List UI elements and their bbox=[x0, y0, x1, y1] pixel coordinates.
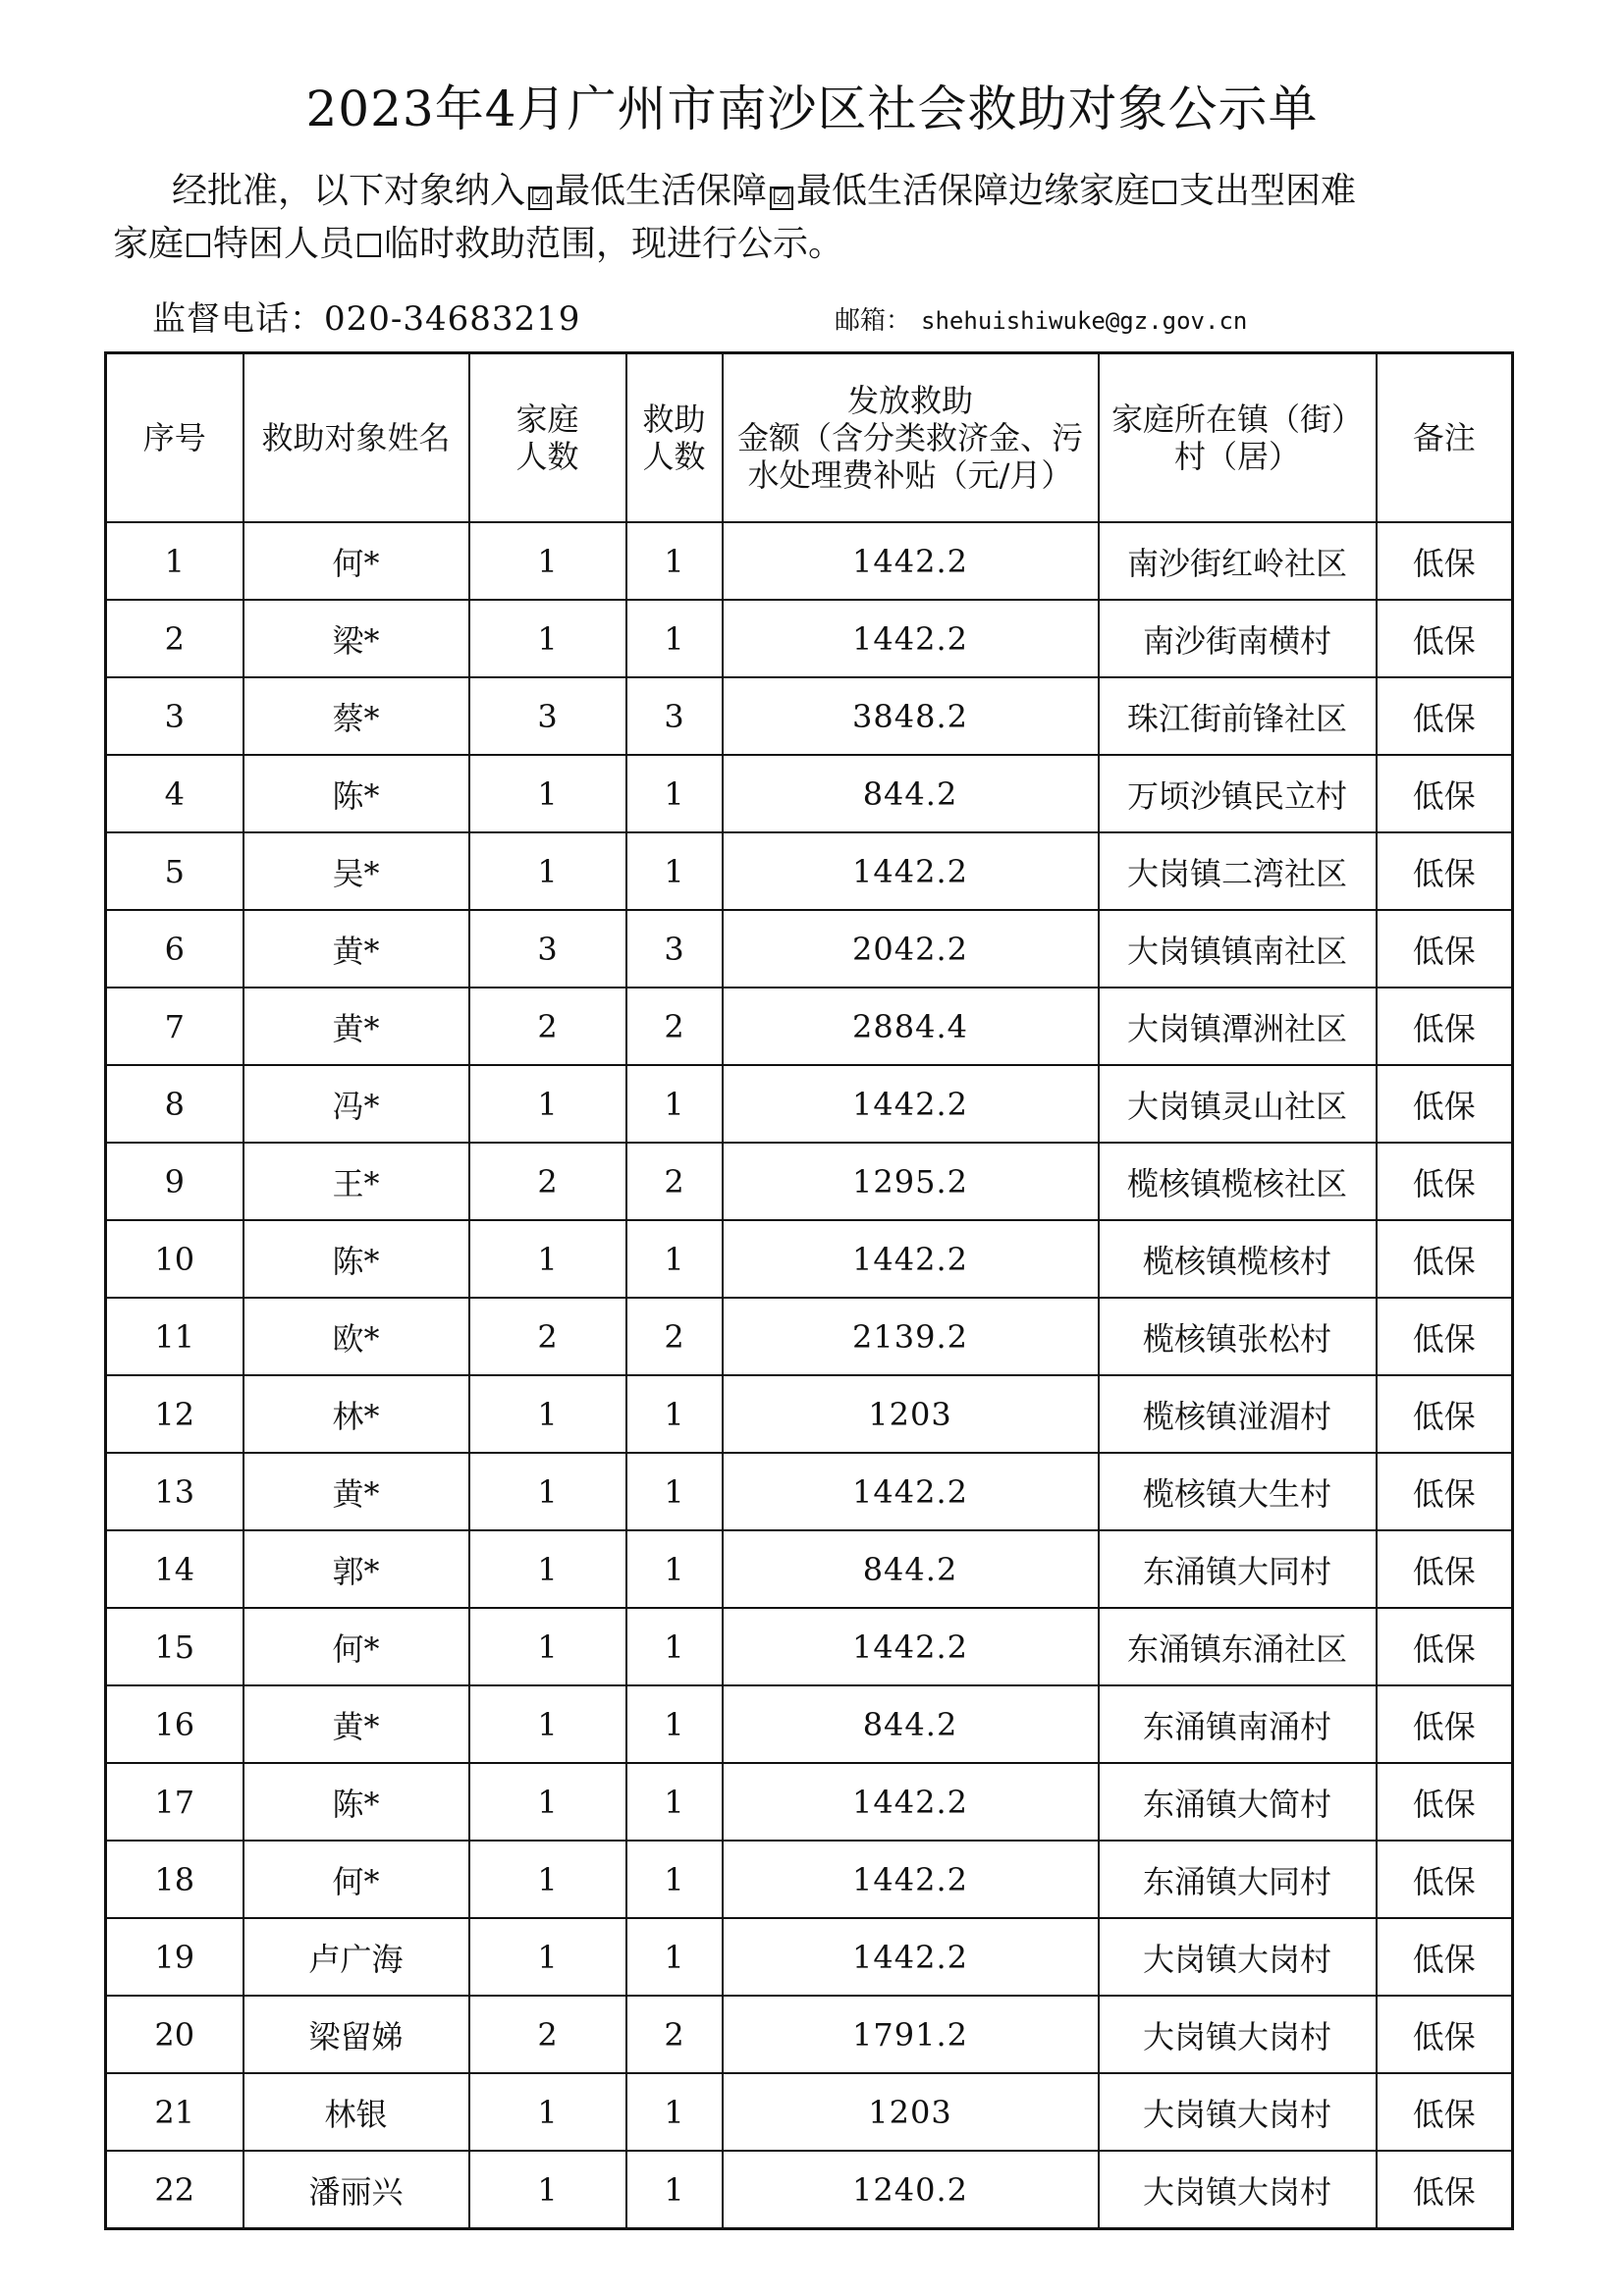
header-amount: 发放救助 金额（含分类救济金、污 水处理费补贴（元/月） bbox=[723, 353, 1099, 523]
table-row bbox=[106, 1685, 1513, 1763]
cell-seq: 1 bbox=[106, 522, 244, 600]
statement-text: 特困人员 bbox=[213, 224, 355, 264]
cell-town: 珠江街前锋社区 bbox=[1099, 677, 1377, 755]
email-address: shehuishiwuke@gz.gov.cn bbox=[921, 307, 1248, 335]
cell-family-size: 1 bbox=[469, 1685, 626, 1763]
cell-name: 王* bbox=[244, 1143, 469, 1220]
cell-aid-count: 1 bbox=[626, 1453, 723, 1530]
cell-remark: 低保 bbox=[1377, 1763, 1513, 1841]
cell-remark: 低保 bbox=[1377, 600, 1513, 677]
header-aid-count: 救助 人数 bbox=[626, 353, 723, 523]
cell-family-size: 2 bbox=[469, 1143, 626, 1220]
cell-town: 大岗镇大岗村 bbox=[1099, 1996, 1377, 2073]
cell-town: 大岗镇大岗村 bbox=[1099, 1918, 1377, 1996]
cell-remark: 低保 bbox=[1377, 1220, 1513, 1298]
cell-seq: 20 bbox=[106, 1996, 244, 2073]
cell-remark: 低保 bbox=[1377, 1530, 1513, 1608]
cell-seq: 15 bbox=[106, 1608, 244, 1685]
table-row bbox=[106, 1996, 1513, 2073]
cell-seq: 12 bbox=[106, 1375, 244, 1453]
cell-family-size: 1 bbox=[469, 1608, 626, 1685]
cell-aid-count: 1 bbox=[626, 1065, 723, 1143]
cell-family-size: 2 bbox=[469, 1298, 626, 1375]
table-row bbox=[106, 2073, 1513, 2151]
cell-amount: 2042.2 bbox=[723, 910, 1099, 988]
header-town: 家庭所在镇（街） 村（居） bbox=[1099, 353, 1377, 523]
header-family-size: 家庭 人数 bbox=[469, 353, 626, 523]
cell-amount: 1240.2 bbox=[723, 2151, 1099, 2229]
cell-town: 南沙街红岭社区 bbox=[1099, 522, 1377, 600]
cell-town: 万顷沙镇民立村 bbox=[1099, 755, 1377, 832]
table-row bbox=[106, 522, 1513, 600]
cell-aid-count: 1 bbox=[626, 1763, 723, 1841]
cell-amount: 1442.2 bbox=[723, 1453, 1099, 1530]
table-row bbox=[106, 910, 1513, 988]
cell-aid-count: 3 bbox=[626, 677, 723, 755]
cell-aid-count: 1 bbox=[626, 1841, 723, 1918]
cell-aid-count: 1 bbox=[626, 600, 723, 677]
phone-number: 020-34683219 bbox=[324, 299, 581, 339]
cell-family-size: 1 bbox=[469, 832, 626, 910]
cell-seq: 9 bbox=[106, 1143, 244, 1220]
cell-aid-count: 1 bbox=[626, 1375, 723, 1453]
cell-amount: 1203 bbox=[723, 2073, 1099, 2151]
cell-remark: 低保 bbox=[1377, 2073, 1513, 2151]
cell-aid-count: 1 bbox=[626, 1530, 723, 1608]
cell-town: 榄核镇榄核村 bbox=[1099, 1220, 1377, 1298]
cell-seq: 21 bbox=[106, 2073, 244, 2151]
cell-seq: 7 bbox=[106, 988, 244, 1065]
cell-amount: 1442.2 bbox=[723, 1065, 1099, 1143]
cell-seq: 19 bbox=[106, 1918, 244, 1996]
cell-name: 梁留娣 bbox=[244, 1996, 469, 2073]
cell-name: 林* bbox=[244, 1375, 469, 1453]
cell-remark: 低保 bbox=[1377, 2151, 1513, 2229]
cell-aid-count: 1 bbox=[626, 1608, 723, 1685]
cell-town: 南沙街南横村 bbox=[1099, 600, 1377, 677]
cell-family-size: 1 bbox=[469, 755, 626, 832]
cell-name: 陈* bbox=[244, 1220, 469, 1298]
cell-aid-count: 1 bbox=[626, 1220, 723, 1298]
cell-aid-count: 1 bbox=[626, 1685, 723, 1763]
cell-family-size: 2 bbox=[469, 988, 626, 1065]
cell-amount: 1295.2 bbox=[723, 1143, 1099, 1220]
cell-remark: 低保 bbox=[1377, 1453, 1513, 1530]
cell-family-size: 1 bbox=[469, 1220, 626, 1298]
cell-remark: 低保 bbox=[1377, 1685, 1513, 1763]
cell-amount: 3848.2 bbox=[723, 677, 1099, 755]
statement-line-2 bbox=[113, 218, 1527, 271]
cell-name: 黄* bbox=[244, 910, 469, 988]
cell-aid-count: 2 bbox=[626, 1298, 723, 1375]
table-row bbox=[106, 677, 1513, 755]
cell-town: 榄核镇湴湄村 bbox=[1099, 1375, 1377, 1453]
cell-town: 大岗镇潭洲社区 bbox=[1099, 988, 1377, 1065]
statement-text: 最低生活保障 bbox=[555, 171, 768, 211]
page-title: 2023年4月广州市南沙区社会救助对象公示单 bbox=[305, 80, 1319, 137]
cell-seq: 4 bbox=[106, 755, 244, 832]
cell-name: 陈* bbox=[244, 755, 469, 832]
aid-recipients-table bbox=[104, 351, 1514, 2230]
cell-name: 何* bbox=[244, 1608, 469, 1685]
table-row bbox=[106, 1298, 1513, 1375]
cell-town: 大岗镇镇南社区 bbox=[1099, 910, 1377, 988]
cell-amount: 844.2 bbox=[723, 755, 1099, 832]
table-row bbox=[106, 1841, 1513, 1918]
cell-town: 榄核镇张松村 bbox=[1099, 1298, 1377, 1375]
table-row bbox=[106, 755, 1513, 832]
cell-seq: 10 bbox=[106, 1220, 244, 1298]
cell-aid-count: 1 bbox=[626, 1918, 723, 1996]
cell-family-size: 1 bbox=[469, 1763, 626, 1841]
checkbox-temporary-aid bbox=[357, 234, 381, 257]
cell-remark: 低保 bbox=[1377, 1143, 1513, 1220]
checkbox-minimum-living-security: ☑ bbox=[528, 187, 552, 210]
cell-town: 东涌镇大同村 bbox=[1099, 1841, 1377, 1918]
supervision-email bbox=[835, 296, 1247, 346]
cell-name: 潘丽兴 bbox=[244, 2151, 469, 2229]
cell-amount: 1791.2 bbox=[723, 1996, 1099, 2073]
cell-town: 东涌镇大简村 bbox=[1099, 1763, 1377, 1841]
cell-family-size: 1 bbox=[469, 1918, 626, 1996]
cell-remark: 低保 bbox=[1377, 1608, 1513, 1685]
cell-remark: 低保 bbox=[1377, 755, 1513, 832]
table-row bbox=[106, 1375, 1513, 1453]
cell-remark: 低保 bbox=[1377, 1841, 1513, 1918]
header-remark: 备注 bbox=[1377, 353, 1513, 523]
cell-family-size: 1 bbox=[469, 2151, 626, 2229]
table-header-row bbox=[106, 353, 1513, 523]
cell-family-size: 1 bbox=[469, 2073, 626, 2151]
cell-remark: 低保 bbox=[1377, 910, 1513, 988]
cell-amount: 2884.4 bbox=[723, 988, 1099, 1065]
cell-name: 冯* bbox=[244, 1065, 469, 1143]
cell-town: 东涌镇东涌社区 bbox=[1099, 1608, 1377, 1685]
email-label: 邮箱： bbox=[835, 306, 912, 336]
cell-amount: 1442.2 bbox=[723, 1608, 1099, 1685]
table-row bbox=[106, 1065, 1513, 1143]
cell-town: 东涌镇大同村 bbox=[1099, 1530, 1377, 1608]
cell-name: 卢广海 bbox=[244, 1918, 469, 1996]
cell-family-size: 1 bbox=[469, 1530, 626, 1608]
cell-amount: 1442.2 bbox=[723, 600, 1099, 677]
cell-family-size: 1 bbox=[469, 522, 626, 600]
approval-statement bbox=[113, 165, 1527, 271]
cell-town: 大岗镇二湾社区 bbox=[1099, 832, 1377, 910]
cell-remark: 低保 bbox=[1377, 1996, 1513, 2073]
cell-town: 大岗镇大岗村 bbox=[1099, 2151, 1377, 2229]
cell-seq: 18 bbox=[106, 1841, 244, 1918]
cell-aid-count: 1 bbox=[626, 2073, 723, 2151]
cell-name: 黄* bbox=[244, 988, 469, 1065]
cell-seq: 13 bbox=[106, 1453, 244, 1530]
table-row bbox=[106, 2151, 1513, 2229]
cell-seq: 6 bbox=[106, 910, 244, 988]
cell-family-size: 1 bbox=[469, 1453, 626, 1530]
cell-seq: 16 bbox=[106, 1685, 244, 1763]
statement-line-1 bbox=[113, 165, 1527, 218]
table-body bbox=[106, 522, 1513, 2229]
cell-aid-count: 2 bbox=[626, 1996, 723, 2073]
cell-family-size: 1 bbox=[469, 1841, 626, 1918]
cell-town: 大岗镇灵山社区 bbox=[1099, 1065, 1377, 1143]
phone-label: 监督电话： bbox=[152, 299, 324, 339]
cell-town: 榄核镇榄核社区 bbox=[1099, 1143, 1377, 1220]
cell-name: 梁* bbox=[244, 600, 469, 677]
cell-seq: 17 bbox=[106, 1763, 244, 1841]
cell-remark: 低保 bbox=[1377, 677, 1513, 755]
cell-seq: 5 bbox=[106, 832, 244, 910]
cell-aid-count: 3 bbox=[626, 910, 723, 988]
cell-town: 东涌镇南涌村 bbox=[1099, 1685, 1377, 1763]
cell-family-size: 2 bbox=[469, 1996, 626, 2073]
cell-seq: 3 bbox=[106, 677, 244, 755]
cell-family-size: 1 bbox=[469, 600, 626, 677]
cell-remark: 低保 bbox=[1377, 1298, 1513, 1375]
cell-family-size: 3 bbox=[469, 677, 626, 755]
cell-name: 林银 bbox=[244, 2073, 469, 2151]
checkbox-marginal-family: ☑ bbox=[770, 187, 793, 210]
cell-amount: 1442.2 bbox=[723, 832, 1099, 910]
cell-amount: 1203 bbox=[723, 1375, 1099, 1453]
cell-amount: 1442.2 bbox=[723, 1841, 1099, 1918]
cell-family-size: 1 bbox=[469, 1065, 626, 1143]
cell-name: 郭* bbox=[244, 1530, 469, 1608]
cell-town: 大岗镇大岗村 bbox=[1099, 2073, 1377, 2151]
cell-aid-count: 2 bbox=[626, 1143, 723, 1220]
table-row bbox=[106, 1608, 1513, 1685]
table-row bbox=[106, 1530, 1513, 1608]
cell-name: 黄* bbox=[244, 1685, 469, 1763]
table-row bbox=[106, 1220, 1513, 1298]
table-row bbox=[106, 832, 1513, 910]
cell-name: 黄* bbox=[244, 1453, 469, 1530]
cell-name: 蔡* bbox=[244, 677, 469, 755]
cell-family-size: 1 bbox=[469, 1375, 626, 1453]
cell-remark: 低保 bbox=[1377, 1375, 1513, 1453]
cell-remark: 低保 bbox=[1377, 522, 1513, 600]
cell-family-size: 3 bbox=[469, 910, 626, 988]
cell-seq: 2 bbox=[106, 600, 244, 677]
cell-aid-count: 2 bbox=[626, 988, 723, 1065]
cell-remark: 低保 bbox=[1377, 1918, 1513, 1996]
statement-text: 临时救助范围，现进行公示。 bbox=[384, 224, 844, 264]
checkbox-extremely-poor bbox=[187, 234, 210, 257]
cell-amount: 2139.2 bbox=[723, 1298, 1099, 1375]
cell-amount: 1442.2 bbox=[723, 1918, 1099, 1996]
cell-name: 何* bbox=[244, 522, 469, 600]
cell-remark: 低保 bbox=[1377, 988, 1513, 1065]
header-name: 救助对象姓名 bbox=[244, 353, 469, 523]
table-row bbox=[106, 1453, 1513, 1530]
table-row bbox=[106, 1763, 1513, 1841]
table-row bbox=[106, 600, 1513, 677]
statement-text: 家庭 bbox=[113, 224, 185, 264]
cell-aid-count: 1 bbox=[626, 832, 723, 910]
cell-name: 陈* bbox=[244, 1763, 469, 1841]
cell-seq: 11 bbox=[106, 1298, 244, 1375]
cell-amount: 1442.2 bbox=[723, 1220, 1099, 1298]
cell-name: 欧* bbox=[244, 1298, 469, 1375]
statement-text: 支出型困难 bbox=[1179, 171, 1357, 211]
cell-seq: 14 bbox=[106, 1530, 244, 1608]
cell-remark: 低保 bbox=[1377, 1065, 1513, 1143]
cell-amount: 1442.2 bbox=[723, 522, 1099, 600]
statement-text: 经批准，以下对象纳入 bbox=[172, 171, 526, 211]
cell-amount: 844.2 bbox=[723, 1530, 1099, 1608]
cell-amount: 1442.2 bbox=[723, 1763, 1099, 1841]
table-row bbox=[106, 1918, 1513, 1996]
cell-name: 何* bbox=[244, 1841, 469, 1918]
table-row bbox=[106, 1143, 1513, 1220]
table-row bbox=[106, 988, 1513, 1065]
cell-aid-count: 1 bbox=[626, 755, 723, 832]
cell-name: 吴* bbox=[244, 832, 469, 910]
supervision-phone bbox=[152, 293, 580, 346]
contact-info bbox=[152, 293, 1527, 346]
cell-remark: 低保 bbox=[1377, 832, 1513, 910]
cell-aid-count: 1 bbox=[626, 2151, 723, 2229]
cell-seq: 8 bbox=[106, 1065, 244, 1143]
statement-text: 最低生活保障边缘家庭 bbox=[796, 171, 1151, 211]
cell-amount: 844.2 bbox=[723, 1685, 1099, 1763]
header-seq: 序号 bbox=[106, 353, 244, 523]
cell-seq: 22 bbox=[106, 2151, 244, 2229]
cell-town: 榄核镇大生村 bbox=[1099, 1453, 1377, 1530]
cell-aid-count: 1 bbox=[626, 522, 723, 600]
checkbox-expenditure-hardship bbox=[1153, 181, 1176, 204]
